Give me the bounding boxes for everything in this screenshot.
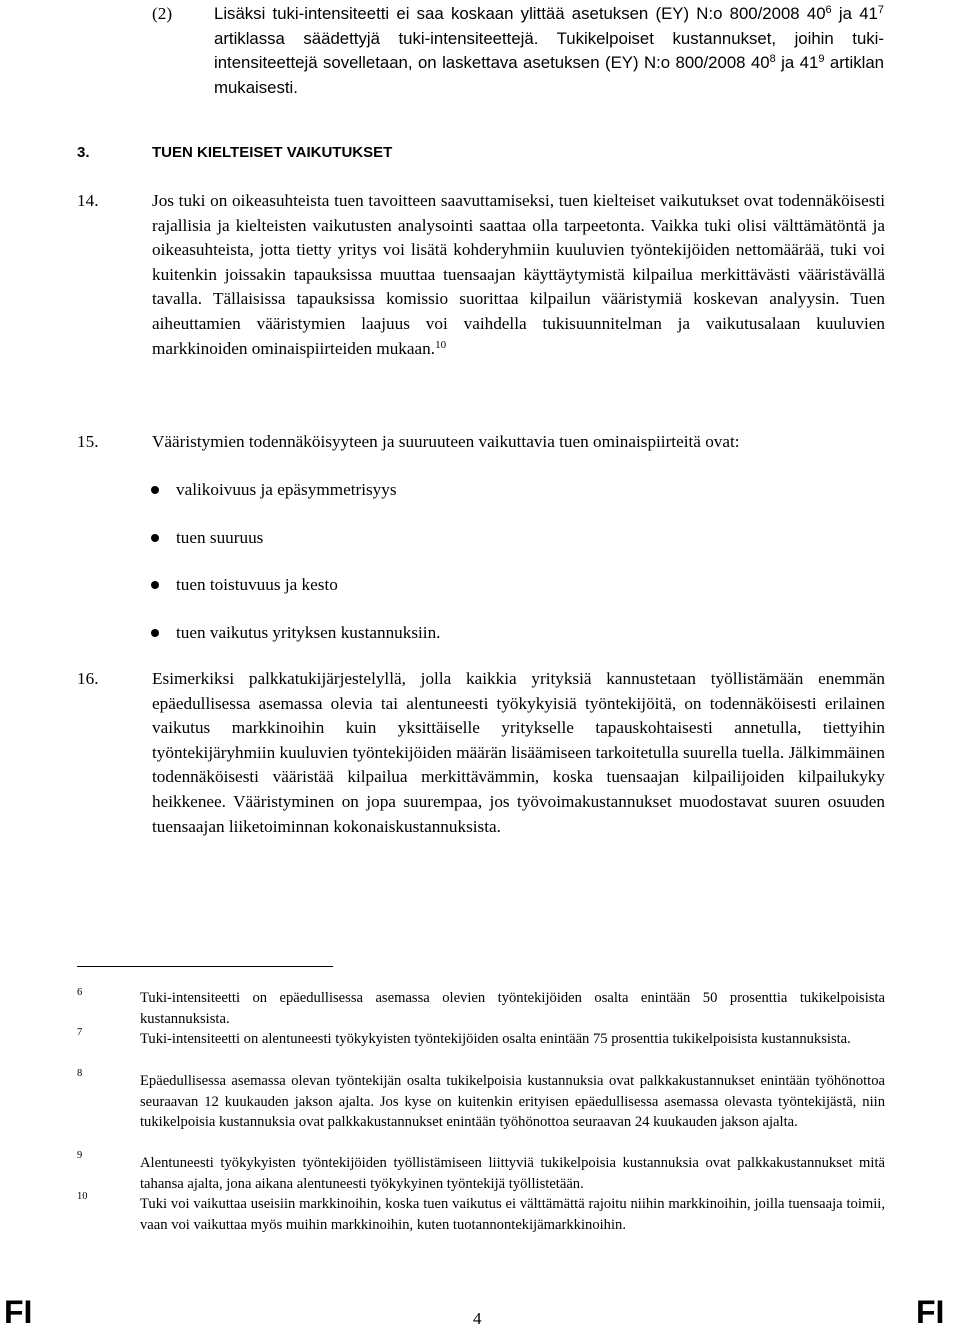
list-item-text: tuen vaikutus yrityksen kustannuksiin. <box>176 622 441 642</box>
paragraph-16: Esimerkiksi palkkatukijärjestelyllä, jolla kaikkia yrityksiä kannustetaan työllistämään enemmän epäedullisessa asemassa olevia tai alentuneesti työkykyisiä työntekijöitä, on todennäköisesti erilainen vaikutus markkinoihin kuin yksittäiselle yritykselle tapauskohtaisesti annetulla, tiettyihin työntekijäryhmiin kuuluvien työntekijöiden määrän lisäämiseen tarkoitetulla suurella tuella. Jälkimmäinen todennäköisesti vääristää kilpailua merkittävämmin, koska tuensaajan kilpailijoiden kilpailukyky heikkenee. Vääristyminen on jopa suurempaa, jos työvoimakustannukset muodostavat suuren osuuden tuensaajan liiketoiminnan kokonaiskustannuksista. <box>152 669 885 836</box>
paragraph-number: 15. <box>77 432 99 451</box>
footnote-number: 8 <box>77 1068 83 1079</box>
footnote-number: 10 <box>77 1191 88 1202</box>
footnote-text: Alentuneesti työkykyisten työntekijöiden työllistämiseen liittyviä tukikelpoisia kustannuksia ovat palkkakustannukset mitä tahansa ajalta, jona aikana alentuneesti työkykyinen työntekijä työllistetään. <box>140 1155 885 1192</box>
footnote-separator <box>77 966 333 967</box>
paragraph-15: Vääristymien todennäköisyyteen ja suuruuteen vaikuttavia tuen ominaispiirteitä ovat: <box>152 432 740 451</box>
footnote-text: Tuki-intensiteetti on alentuneesti työkykyisten työntekijöiden osalta enintään 75 prosenttia tukikelpoisista kustannuksista. <box>140 1031 851 1047</box>
paragraph-text: ja 41 <box>831 4 878 23</box>
footnote-ref: 9 <box>818 53 825 66</box>
list-item <box>150 526 440 574</box>
footnote-number: 7 <box>77 1027 83 1038</box>
list-item <box>150 478 440 526</box>
bullet-icon <box>151 629 159 637</box>
paragraph-text: ja 41 <box>775 53 819 73</box>
footnote-text: Tuki voi vaikuttaa useisiin markkinoihin, koska tuen vaikutus ei välttämättä rajoitu niihin markkinoihin, joilla tuensaaja toimii, vaan voi vaikuttaa myös muihin markkinoihin, kuten tuotannontekijämarkkinoihin. <box>140 1196 885 1233</box>
paragraph-2 <box>214 2 884 100</box>
bullet-icon <box>151 486 159 494</box>
list-item-text: valikoivuus ja epäsymmetrisyys <box>176 480 397 499</box>
bullet-icon <box>151 581 159 589</box>
bullet-icon <box>151 534 159 542</box>
footnote-ref: 7 <box>877 4 884 16</box>
paragraph-number: 16. <box>77 669 99 688</box>
paragraph-number: 14. <box>77 191 99 210</box>
list-item <box>150 621 440 669</box>
paragraph-number: (2) <box>152 4 173 23</box>
section-number: 3. <box>77 144 90 161</box>
footnote-text: Epäedullisessa asemassa olevan työntekijän osalta tukikelpoisia kustannuksia ovat palkkakustannukset enintään työhönottoa seuraavan 12 kuukauden jakson ajalta. Jos kyse on kuitenkin erityisen epäedullisessa asemassa olevasta työntekijästä, niin tukikelpoisia kustannuksia ovat palkkakustannukset enintään työhönottoa seuraavan 24 kuukauden jakson ajalta. <box>140 1073 885 1131</box>
footnote-ref: 10 <box>435 338 447 351</box>
paragraph-text: Lisäksi tuki-intensiteetti ei saa koskaan ylittää asetuksen (EY) N:o 800/2008 40 <box>214 4 826 23</box>
list-item <box>150 573 440 621</box>
footnote-ref: 8 <box>769 53 776 66</box>
paragraph-text: artiklan mukaisesti. <box>214 53 884 97</box>
bullet-list <box>150 478 440 668</box>
footnote-number: 9 <box>77 1150 83 1161</box>
footnote-number: 6 <box>77 987 83 998</box>
footer-language-code-left: FI <box>4 1294 33 1330</box>
paragraph-14 <box>152 189 885 361</box>
section-title: TUEN KIELTEISET VAIKUTUKSET <box>152 144 393 161</box>
footer-language-code-right: FI <box>916 1294 945 1330</box>
footnote-text: Tuki-intensiteetti on epäedullisessa asemassa olevien työntekijöiden osalta enintään 50 prosenttia tukikelpoisista kustannuksista. <box>140 990 885 1027</box>
paragraph-text: artiklassa säädettyjä tuki-intensiteettejä. Tukikelpoiset kustannukset, joihin tuki-intensiteettejä sovelletaan, on laskettava asetuksen (EY) N:o 800/2008 40 <box>214 28 884 73</box>
list-item-text: tuen toistuvuus ja kesto <box>176 575 338 594</box>
footnote-ref: 6 <box>825 4 832 16</box>
page-number: 4 <box>473 1309 482 1328</box>
list-item-text: tuen suuruus <box>176 527 264 547</box>
paragraph-text: Jos tuki on oikeasuhteista tuen tavoitteen saavuttamiseksi, tuen kielteiset vaikutukset ovat todennäköisesti rajallisia ja kielteisten vaikutusten analysointi saattaa olla tarpeetonta. Vaikka tuki olisi välttämätöntä ja oikeasuhteista, jotta tietty yritys voi lisätä kohderyhmiin kuuluvien työntekijöiden nettomäärää, tuki voi kuitenkin joissakin tapauksissa muuttaa tuensaajan käyttäytymistä kilpailua merkittävästi vääristävällä tavalla. Tällaisissa tapauksissa komissio suorittaa kilpailun vääristymiä koskevan analyysin. Tuen aiheuttamien vääristymien laajuus voi vaihdella tukisuunnitelman ja vaikutusalaan kuuluvien markkinoiden ominaispiirteiden mukaan. <box>152 191 885 358</box>
